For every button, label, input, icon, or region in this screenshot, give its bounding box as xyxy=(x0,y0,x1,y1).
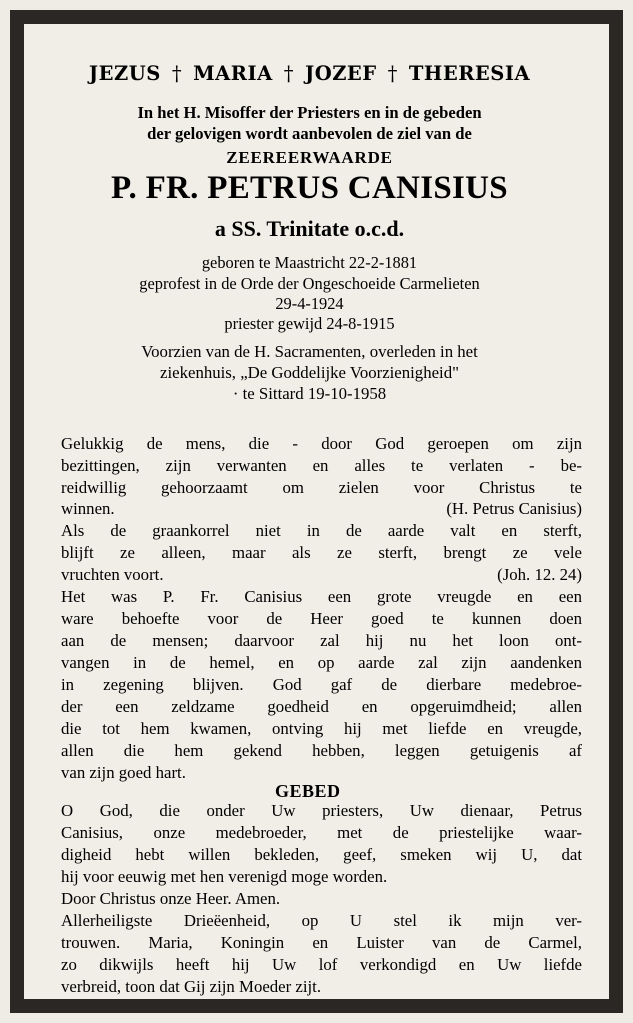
prayer-line: zo dikwijls heeft hij Uw lof verkondigd en Uw liefde xyxy=(61,955,582,974)
deceased-name: P. FR. PETRUS CANISIUS xyxy=(111,170,508,206)
tribute-line: van zijn goed hart. xyxy=(61,763,186,782)
death-line: Voorzien van de H. Sacramenten, overleden in het xyxy=(141,342,478,361)
prayer-line: O God, die onder Uw priesters, Uw dienaar, Petrus xyxy=(61,801,582,820)
tribute-line: ware behoefte voor de Heer goed te kunnen doen xyxy=(61,609,582,628)
tribute-line: vangen in de hemel, en op aarde zal zijn aandenken xyxy=(61,653,582,672)
quote-line: Als de graankorrel niet in de aarde valt en sterft, xyxy=(61,521,582,540)
bio-birth: geboren te Maastricht 22-2-1881 xyxy=(201,253,418,272)
prayer-line: hij voor eeuwig met hen verenigd moge worden. xyxy=(61,867,388,886)
bio-profession-date: 29-4-1924 xyxy=(275,294,344,313)
prayer-line: Allerheiligste Drieëenheid, op U stel ik mijn ver- xyxy=(61,911,582,930)
quote-line: vruchten voort. xyxy=(61,565,164,584)
body-text xyxy=(37,0,582,1000)
cross-icon: † xyxy=(283,62,294,85)
prayer-line: Canisius, onze medebroeder, met de priestelijke waar- xyxy=(61,823,582,842)
tribute-line: der een zeldzame goedheid en opgeruimdheid; allen xyxy=(61,697,582,716)
tribute-line: allen die hem gekend hebben, leggen getuigenis af xyxy=(61,741,582,760)
quote-line: reidwillig gehoorzaamt om zielen voor Christus te xyxy=(61,478,582,497)
intro-line: der gelovigen wordt aanbevolen de ziel van de xyxy=(147,124,472,143)
header-name: THERESIA xyxy=(408,62,531,85)
quote-line: Gelukkig de mens, die - door God geroepen om zijn xyxy=(61,434,582,453)
prayer-line: verbreid, toon dat Gij zijn Moeder zijt. xyxy=(61,977,322,996)
quote-source: (H. Petrus Canisius) xyxy=(446,499,582,518)
header-name: JEZUS xyxy=(88,62,161,85)
bio-ordination: priester gewijd 24-8-1915 xyxy=(224,314,395,333)
tribute-line: Het was P. Fr. Canisius een grote vreugde en een xyxy=(61,587,582,606)
honorific: ZEEREERWAARDE xyxy=(226,148,393,167)
tribute-line: die tot hem kwamen, ontving hij met liefde en vreugde, xyxy=(61,719,582,738)
quote-line: blijft ze alleen, maar als ze sterft, brengt ze vele xyxy=(61,543,582,562)
intro-line: In het H. Misoffer der Priesters en in de gebeden xyxy=(137,103,482,122)
prayer-line: digheid hebt willen bekleden, geef, smeken wij U, dat xyxy=(61,845,582,864)
death-line: · te Sittard 19-10-1958 xyxy=(232,384,387,403)
death-line: ziekenhuis, „De Goddelijke Voorzienigheid" xyxy=(160,363,459,382)
prayer-title: GEBED xyxy=(275,781,341,801)
header-name: MARIA xyxy=(193,62,273,85)
quote-source: (Joh. 12. 24) xyxy=(497,565,582,584)
prayer-line: trouwen. Maria, Koningin en Luister van de Carmel, xyxy=(61,933,582,952)
tribute-line: aan de mensen; daarvoor zal hij nu het loon ont- xyxy=(61,631,582,650)
religious-name: a SS. Trinitate o.c.d. xyxy=(214,216,405,241)
cross-icon: † xyxy=(387,62,398,85)
bio-profession: geprofest in de Orde der Ongeschoeide Carmelieten xyxy=(139,274,480,293)
cross-icon: † xyxy=(171,62,183,85)
quote-line: bezittingen, zijn verwanten en alles te verlaten - be- xyxy=(61,456,582,475)
prayer-line: Door Christus onze Heer. Amen. xyxy=(61,889,281,908)
header-name: JOZEF xyxy=(304,62,377,85)
quote-line: winnen. xyxy=(61,499,115,518)
tribute-line: in zegening blijven. God gaf de dierbare medebroe- xyxy=(61,675,582,694)
